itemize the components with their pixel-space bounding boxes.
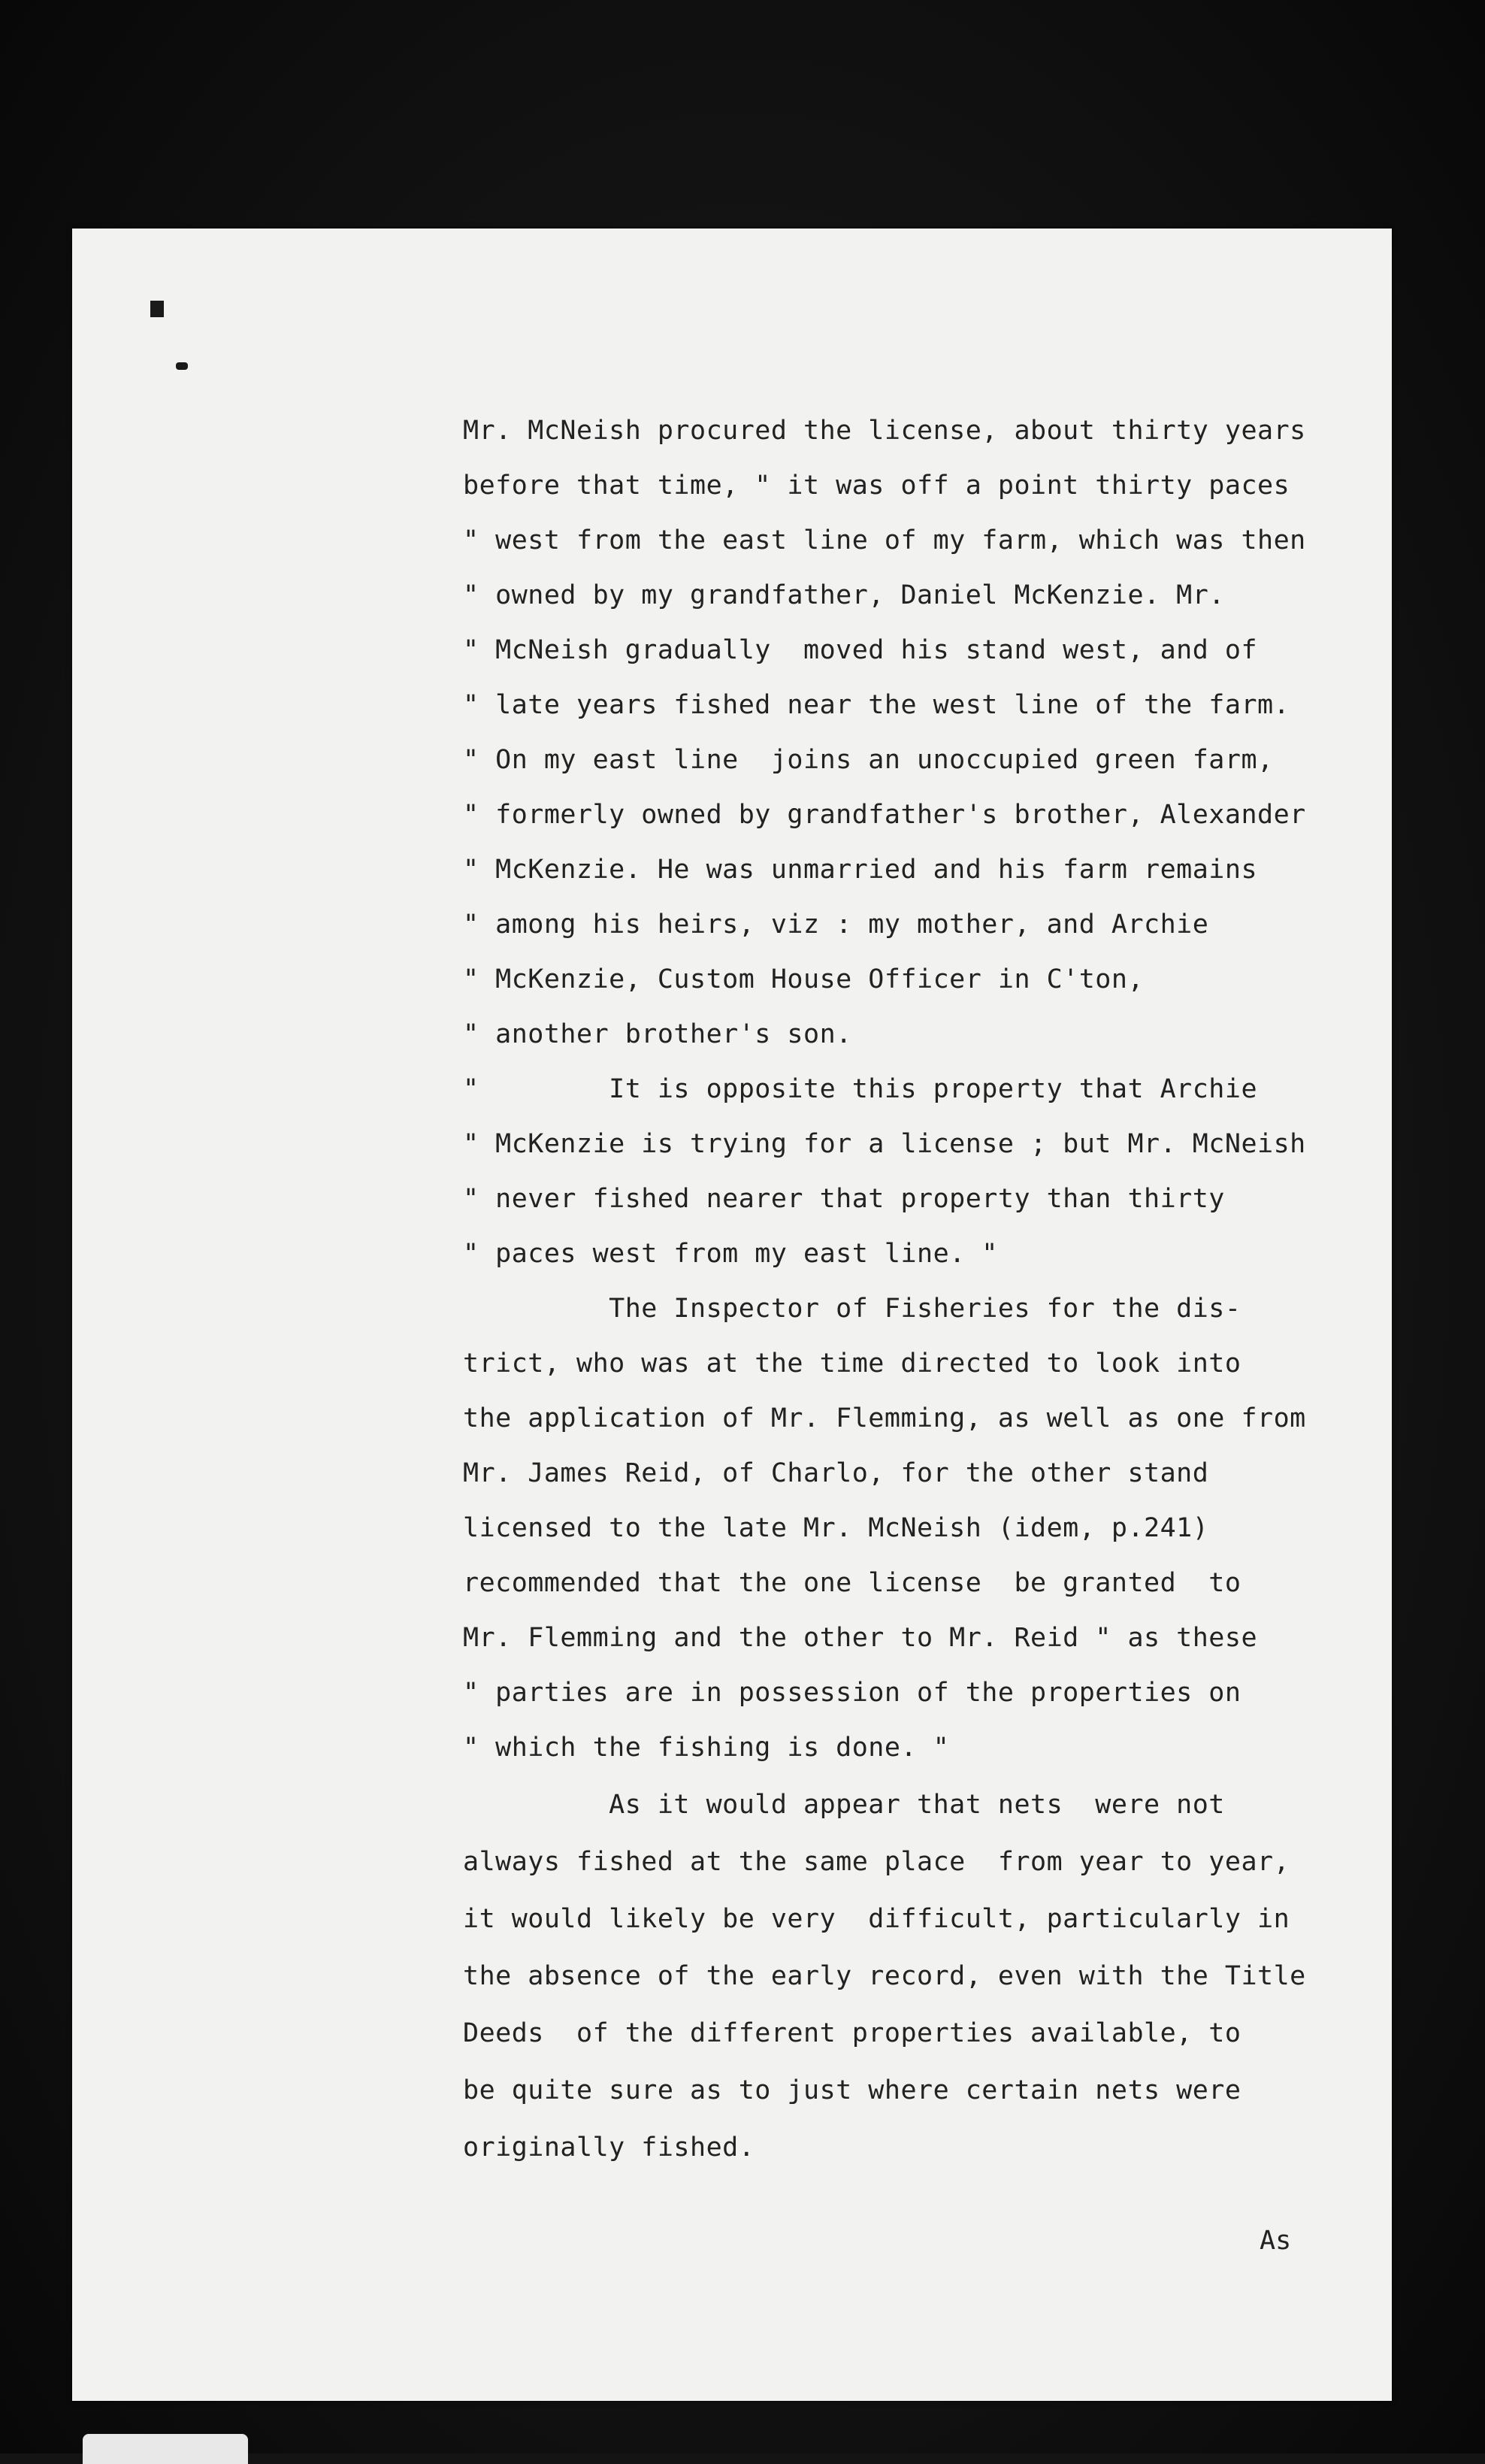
text-line: Deeds of the different properties available, to <box>463 2018 1242 2048</box>
text-line: " McNeish gradually moved his stand west, and of <box>463 635 1258 665</box>
text-line: " west from the east line of my farm, which was then <box>463 525 1306 555</box>
text-line: The Inspector of Fisheries for the dis- <box>463 1294 1242 1324</box>
text-line: originally fished. <box>463 2133 755 2163</box>
text-line: " On my east line joins an unoccupied green farm, <box>463 745 1274 775</box>
catchword: As <box>1260 2226 1292 2256</box>
text-line: " among his heirs, viz : my mother, and Archie <box>463 910 1209 940</box>
text-line: As it would appear that nets were not <box>463 1790 1225 1820</box>
text-line: Mr. Flemming and the other to Mr. Reid " as these <box>463 1623 1258 1653</box>
text-line: " late years fished near the west line of the farm. <box>463 690 1290 720</box>
text-line: " another brother's son. <box>463 1019 852 1049</box>
document-page <box>72 229 1392 2401</box>
text-line: " McKenzie. He was unmarried and his farm remains <box>463 855 1258 885</box>
text-line: " formerly owned by grandfather's brother, Alexander <box>463 800 1306 830</box>
text-line: " never fished nearer that property than thirty <box>463 1184 1225 1214</box>
punch-mark <box>150 301 164 317</box>
text-line: the application of Mr. Flemming, as well as one from <box>463 1403 1306 1433</box>
text-line: " which the fishing is done. " <box>463 1733 950 1763</box>
text-line: Mr. McNeish procured the license, about thirty years <box>463 416 1306 446</box>
text-line: always fished at the same place from year to year, <box>463 1847 1290 1877</box>
text-line: recommended that the one license be granted to <box>463 1568 1242 1598</box>
text-line: trict, who was at the time directed to look into <box>463 1349 1242 1379</box>
text-line: " paces west from my east line. " <box>463 1239 998 1269</box>
text-line: it would likely be very difficult, particularly in <box>463 1904 1290 1934</box>
text-line: " owned by my grandfather, Daniel McKenzie. Mr. <box>463 580 1225 610</box>
punch-mark <box>176 362 188 370</box>
text-line: " McKenzie, Custom House Officer in C'ton, <box>463 964 1145 994</box>
text-line: before that time, " it was off a point thirty paces <box>463 471 1290 501</box>
text-line: Mr. James Reid, of Charlo, for the other stand <box>463 1458 1209 1488</box>
text-line: " It is opposite this property that Archie <box>463 1074 1258 1104</box>
text-line: licensed to the late Mr. McNeish (idem, p.241) <box>463 1513 1209 1543</box>
text-line: the absence of the early record, even with the Title <box>463 1961 1306 1991</box>
film-tab <box>83 2434 248 2464</box>
text-line: be quite sure as to just where certain nets were <box>463 2075 1242 2105</box>
text-line: " parties are in possession of the properties on <box>463 1678 1242 1708</box>
text-line: " McKenzie is trying for a license ; but Mr. McNeish <box>463 1129 1306 1159</box>
